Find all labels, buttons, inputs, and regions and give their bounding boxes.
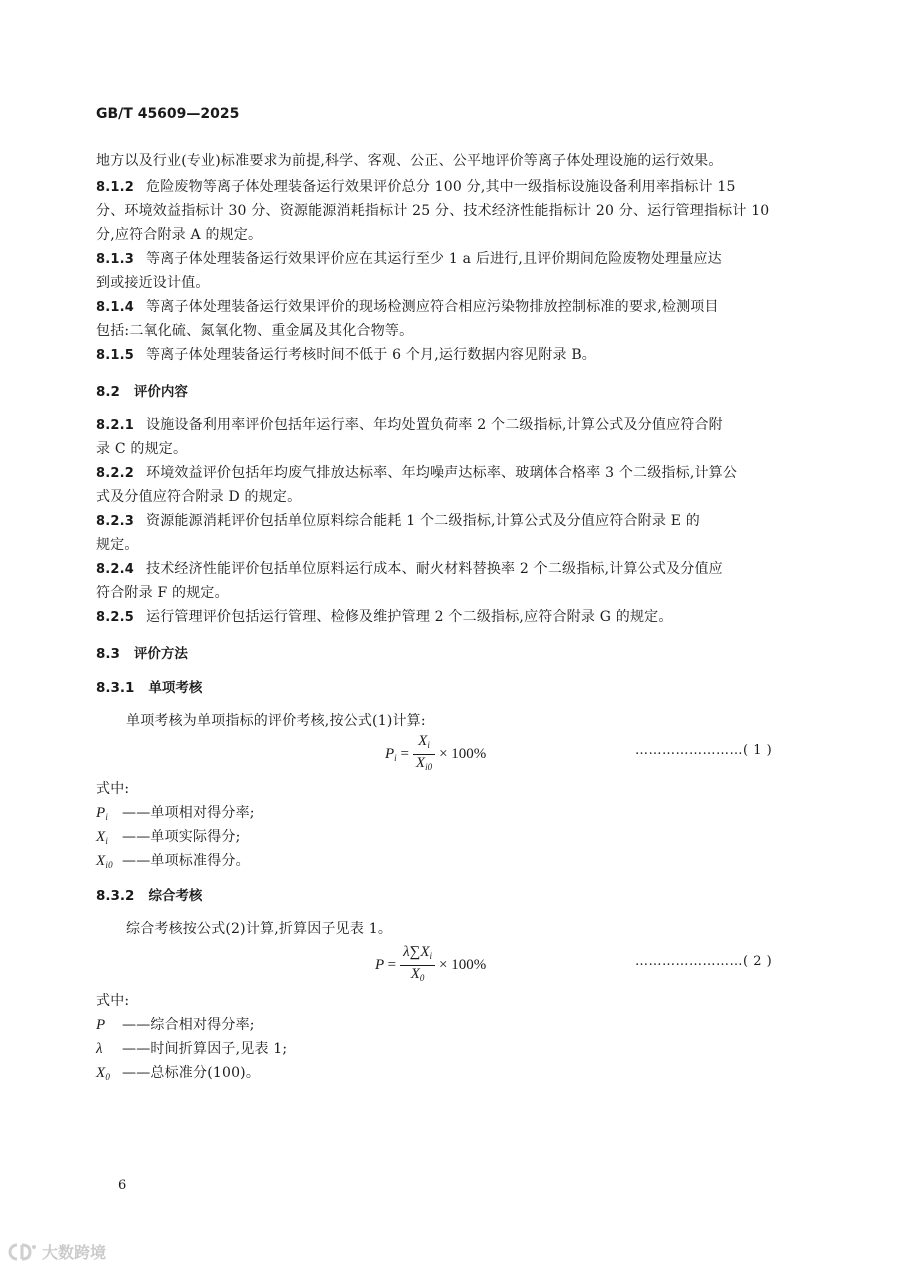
paragraph-text: 危险废物等离子体处理装备运行效果评价总分 100 分,其中一级指标设施设备利用率指标计 15 [146, 179, 736, 195]
clause-number: 8.2.3 [96, 514, 135, 529]
clause-number: 8.1.2 [96, 180, 135, 195]
fraction-numerator: $\lambda\sum X_i$ [400, 944, 435, 966]
watermark-text: 大数跨境 [42, 1243, 107, 1262]
section-number: 8.3 [96, 646, 120, 662]
page-number: 6 [118, 1178, 127, 1193]
paragraph-line: 综合考核按公式(2)计算,折算因子见表 1。 [126, 921, 393, 937]
definition-lambda: λ ——时间折算因子,见表 1; [96, 1041, 288, 1057]
fraction-denominator: $X_0$ [410, 966, 425, 983]
paragraph-text: 运行管理评价包括运行管理、检修及维护管理 2 个二级指标,应符合附录 G 的规定。 [146, 609, 673, 625]
paragraph-text: 等离子体处理装备运行效果评价的现场检测应符合相应污染物排放控制标准的要求,检测项目 [146, 299, 719, 315]
formula-lhs: P [385, 745, 395, 762]
formula-tail: × 100% [439, 956, 487, 973]
section-number: 8.3.1 [96, 680, 135, 696]
clause-number: 8.2.5 [96, 610, 135, 625]
clause-number: 8.2.1 [96, 418, 135, 433]
formula-fraction [400, 944, 435, 987]
clause-number: 8.1.5 [96, 348, 135, 363]
paragraph-line: 到或接近设计值。 [96, 275, 210, 291]
where-label: 式中: [96, 993, 130, 1009]
definition-x0: $X_0$ ——总标准分(100)。 [96, 1065, 261, 1082]
section-number: 8.3.2 [96, 888, 135, 904]
paragraph-line: 录 C 的规定。 [96, 441, 188, 457]
fraction-numerator: $X_i$ [413, 733, 435, 755]
clause-8-2-5 [96, 606, 673, 626]
section-title: 单项考核 [148, 680, 203, 696]
paragraph-line: 式及分值应符合附录 D 的规定。 [96, 489, 302, 505]
equation-number-2: ……………………( 2 ) [635, 954, 773, 969]
section-title: 评价内容 [133, 384, 188, 400]
section-heading-8-3-2 [96, 884, 202, 904]
definition-xi: $X_i$ ——单项实际得分; [96, 829, 241, 846]
clause-number: 8.2.2 [96, 466, 135, 481]
formula-fraction [413, 733, 435, 776]
paragraph-line: 符合附录 F 的规定。 [96, 585, 229, 601]
paragraph-text: 资源能源消耗评价包括单位原料综合能耗 1 个二级指标,计算公式及分值应符合附录 E 的 [146, 513, 700, 529]
clause-8-1-3 [96, 248, 722, 268]
clause-8-2-4 [96, 558, 723, 578]
formula-1: $P_i$ = $\frac{X_i}{X_{i0}}$ × 100% [385, 733, 486, 776]
paragraph-line: 地方以及行业(专业)标准要求为前提,科学、客观、公正、公平地评价等离子体处理设施的运行效果。 [96, 153, 723, 169]
paragraph-text: 设施设备利用率评价包括年运行率、年均处置负荷率 2 个二级指标,计算公式及分值应符合附 [146, 417, 723, 433]
definition-p: P ——综合相对得分率; [96, 1017, 255, 1033]
paragraph-line: 单项考核为单项指标的评价考核,按公式(1)计算: [126, 713, 426, 729]
clause-8-2-2 [96, 462, 737, 482]
fraction-denominator: $X_{i0}$ [415, 755, 433, 772]
paragraph-line: 规定。 [96, 537, 139, 553]
section-title: 综合考核 [148, 888, 203, 904]
section-heading-8-3 [96, 642, 188, 662]
clause-number: 8.1.3 [96, 252, 135, 267]
clause-8-1-2 [96, 176, 736, 196]
clause-8-2-3 [96, 510, 700, 530]
formula-2: P = $\frac{\lambda\sum X_i}{X_0}$ × 100% [375, 944, 486, 987]
formula-tail: × 100% [439, 745, 487, 762]
section-heading-8-3-1 [96, 676, 202, 696]
paragraph-text: 环境效益评价包括年均废气排放达标率、年均噪声达标率、玻璃体合格率 3 个二级指标,计算公 [146, 465, 738, 481]
section-title: 评价方法 [133, 646, 188, 662]
paragraph-line: 分、环境效益指标计 30 分、资源能源消耗指标计 25 分、技术经济性能指标计 20 分、运行管理指标计 10 [96, 203, 770, 219]
definition-xi0: $X_{i0}$ ——单项标准得分。 [96, 853, 250, 870]
definition-pi: $P_i$ ——单项相对得分率; [96, 805, 255, 822]
watermark [8, 1240, 106, 1263]
standard-code: GB/T 45609—2025 [96, 106, 240, 122]
where-label: 式中: [96, 781, 130, 797]
clause-8-2-1 [96, 414, 723, 434]
clause-number: 8.2.4 [96, 562, 135, 577]
clause-8-1-5 [96, 344, 596, 364]
equation-number-1: ……………………( 1 ) [635, 743, 773, 758]
formula-lhs: P [375, 956, 384, 973]
paragraph-text: 技术经济性能评价包括单位原料运行成本、耐火材料替换率 2 个二级指标,计算公式及分值应 [146, 561, 723, 577]
clause-8-1-4 [96, 296, 719, 316]
paragraph-line: 分,应符合附录 A 的规定。 [96, 227, 263, 243]
watermark-logo-icon [8, 1241, 38, 1263]
section-heading-8-2 [96, 380, 188, 400]
paragraph-text: 等离子体处理装备运行考核时间不低于 6 个月,运行数据内容见附录 B。 [146, 347, 597, 363]
clause-number: 8.1.4 [96, 300, 135, 315]
section-number: 8.2 [96, 384, 120, 400]
paragraph-text: 等离子体处理装备运行效果评价应在其运行至少 1 a 后进行,且评价期间危险废物处理量应达 [146, 251, 722, 267]
paragraph-line: 包括:二氧化硫、氮氧化物、重金属及其化合物等。 [96, 323, 414, 339]
formula-lhs-subscript: i [394, 752, 397, 763]
